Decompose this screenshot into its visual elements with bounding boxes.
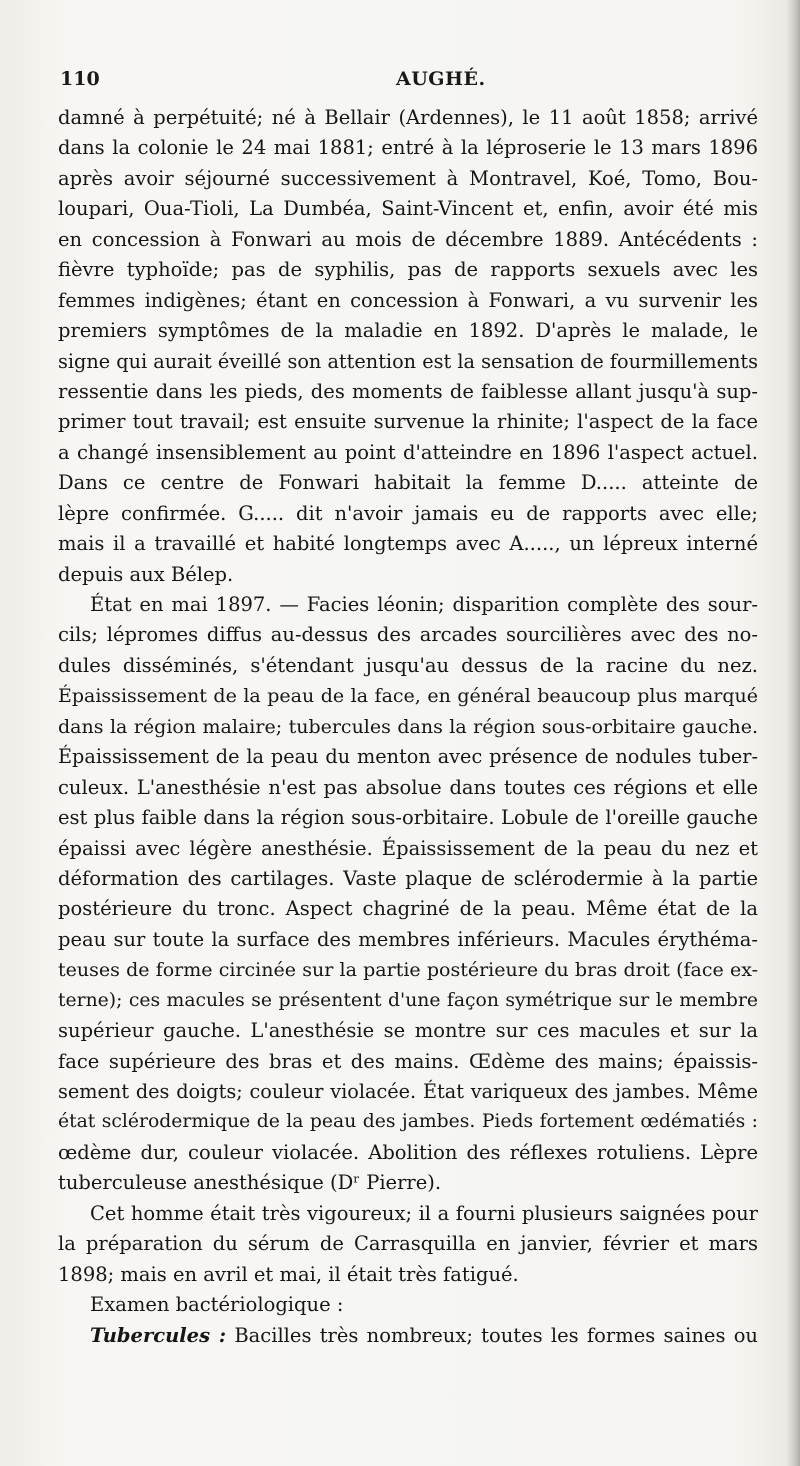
text-line: a changé insensiblement au point d'atteindre en 1896 l'aspect actuel.	[58, 440, 758, 464]
text-line: lèpre confirmée. G..... dit n'avoir jamais eu de rapports avec elle;	[58, 501, 758, 525]
text-line: après avoir séjourné successivement à Montravel, Koé, Tomo, Bou-	[58, 166, 758, 190]
text-line: État en mai 1897. — Facies léonin; disparition complète des sour-	[90, 593, 758, 616]
text-line: Cet homme était très vigoureux; il a fourni plusieurs saignées pour	[90, 1201, 758, 1225]
text-line: fièvre typhoïde; pas de syphilis, pas de rapports sexuels avec les	[58, 258, 758, 282]
text-line: la préparation du sérum de Carrasquilla en janvier, février et mars	[58, 1232, 758, 1256]
tubercules-label: Tubercules :	[90, 1323, 227, 1347]
text-line: loupari, Oua-Tioli, La Dumbéa, Saint-Vincent et, enfin, avoir été mis	[58, 197, 758, 221]
tubercules-text: Bacilles très nombreux; toutes les formes saines ou	[226, 1323, 758, 1347]
text-line: en concession à Fonwari au mois de décembre 1889. Antécédents :	[58, 227, 758, 251]
text-line: sement des doigts; couleur violacée. État variqueux des jambes. Même	[58, 1080, 758, 1103]
page-edge-shadow	[786, 0, 800, 1466]
text-line: déformation des cartilages. Vaste plaque de sclérodermie à la partie	[58, 866, 758, 890]
text-line: Examen bactériologique :	[90, 1293, 344, 1317]
text-line: culeux. L'anesthésie n'est pas absolue dans toutes ces régions et elle	[58, 775, 758, 799]
text-line: œdème dur, couleur violacée. Abolition des réflexes rotuliens. Lèpre	[58, 1140, 758, 1164]
text-line: face supérieure des bras et des mains. Œdème des mains; épaissis-	[58, 1049, 758, 1073]
text-line: état sclérodermique de la peau des jambes. Pieds fortement œdématiés :	[58, 1111, 758, 1133]
text-line: dules disséminés, s'étendant jusqu'au dessus de la racine du nez.	[58, 653, 758, 677]
body-text	[58, 103, 758, 1351]
text-line: cils; lépromes diffus au-dessus des arcades sourcilières avec des no-	[58, 623, 758, 647]
text-line: peau sur toute la surface des membres inférieurs. Macules érythéma-	[58, 927, 758, 951]
text-line: Épaississement de la peau de la face, en général beaucoup plus marqué	[58, 685, 758, 708]
text-line: depuis aux Bélep.	[58, 562, 234, 586]
text-line: est plus faible dans la région sous-orbitaire. Lobule de l'oreille gauche	[58, 806, 758, 830]
text-line: 1898; mais en avril et mai, il était très fatigué.	[58, 1262, 519, 1286]
text-line: signe qui aurait éveillé son attention est la sensation de fourmillements	[58, 349, 758, 373]
text-line: tuberculeuse anesthésique (Dʳ Pierre).	[58, 1171, 442, 1195]
text-line: terne); ces macules se présentent d'une façon symétrique sur le membre	[58, 989, 758, 1011]
text-line: ressentie dans les pieds, des moments de faiblesse allant jusqu'à sup-	[58, 379, 758, 403]
text-line: mais il a travaillé et habité longtemps avec A....., un lépreux interné	[58, 532, 758, 556]
text-line	[58, 1321, 758, 1351]
running-header	[60, 68, 760, 98]
text-line: dans la région malaire; tubercules dans la région sous-orbitaire gauche.	[58, 715, 758, 738]
text-line: dans la colonie le 24 mai 1881; entré à la léproserie le 13 mars 1896	[58, 136, 758, 160]
text-line: primer tout travail; est ensuite survenue la rhinite; l'aspect de la face	[58, 410, 758, 434]
text-line: supérieur gauche. L'anesthésie se montre sur ces macules et sur la	[58, 1019, 758, 1043]
text-line: damné à perpétuité; né à Bellair (Ardennes), le 11 août 1858; arrivé	[58, 106, 758, 129]
text-line: premiers symptômes de la maladie en 1892. D'après le malade, le	[58, 319, 758, 343]
text-line: Dans ce centre de Fonwari habitait la femme D..... atteinte de	[58, 471, 758, 495]
text-line: épaissi avec légère anesthésie. Épaississement de la peau du nez et	[58, 836, 758, 860]
text-line: teuses de forme circinée sur la partie postérieure du bras droit (face ex-	[58, 959, 758, 982]
text-line: Épaississement de la peau du menton avec présence de nodules tuber-	[58, 745, 758, 769]
text-line: femmes indigènes; étant en concession à Fonwari, a vu survenir les	[58, 288, 758, 312]
text-line: postérieure du tronc. Aspect chagriné de la peau. Même état de la	[58, 897, 758, 921]
running-title: AUGHÉ.	[396, 68, 486, 90]
page-number: 110	[60, 68, 100, 90]
